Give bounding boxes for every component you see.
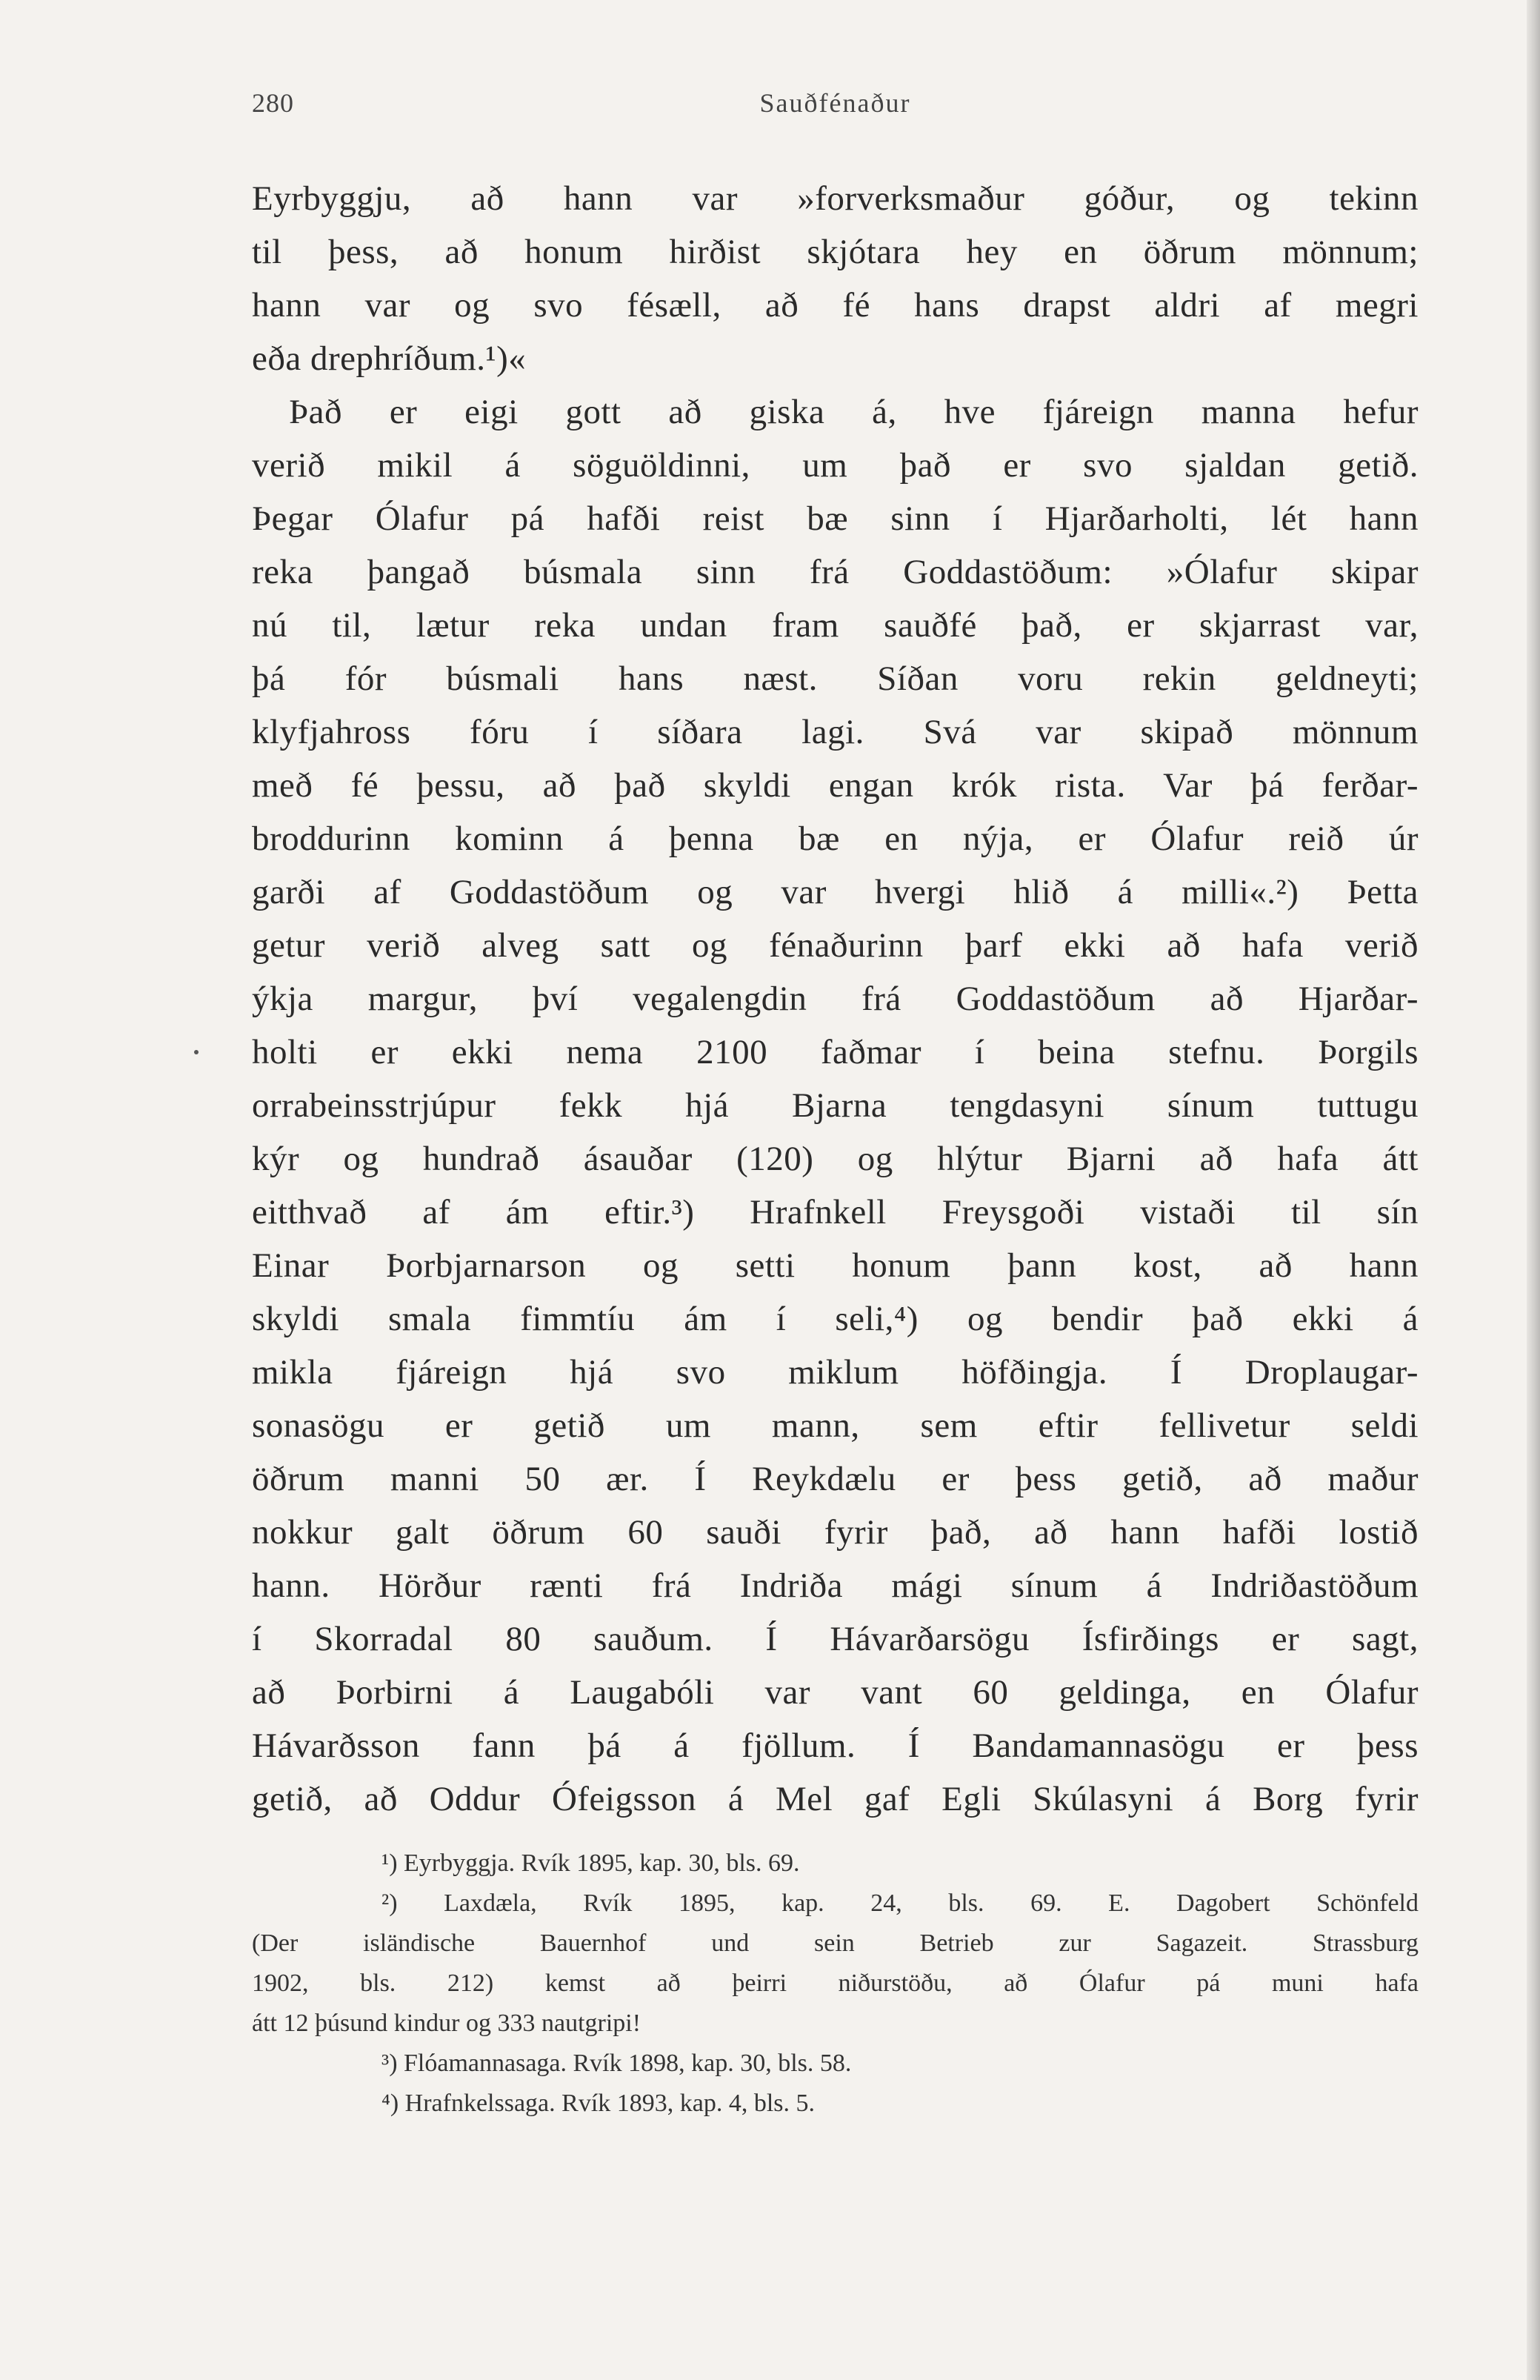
text-line: þá fór búsmali hans næst. Síðan voru rekin geldneyti; <box>252 659 1419 698</box>
text-line: broddurinn kominn á þenna bæ en nýja, er Ólafur reið úr <box>252 820 1419 858</box>
footnote-line: ¹) Eyrbyggja. Rvík 1895, kap. 30, bls. 69. <box>381 1849 800 1877</box>
text-line: getið, að Oddur Ófeigsson á Mel gaf Egli Skúlasyni á Borg fyrir <box>252 1780 1419 1818</box>
text-line: holti er ekki nema 2100 faðmar í beina stefnu. Þorgils <box>252 1033 1419 1071</box>
text-line: skyldi smala fimmtíu ám í seli,⁴) og bendir það ekki á <box>252 1300 1419 1338</box>
text-line: mikla fjáreign hjá svo miklum höfðingja. Í Droplaugar- <box>252 1353 1419 1392</box>
text-line: eða drephríðum.¹)« <box>252 339 527 378</box>
text-line: með fé þessu, að það skyldi engan krók rista. Var þá ferðar- <box>252 766 1419 805</box>
text-line: sonasögu er getið um mann, sem eftir fellivetur seldi <box>252 1406 1419 1445</box>
text-line: Það er eigi gott að giska á, hve fjáreign manna hefur <box>289 393 1419 431</box>
page-number: 280 <box>252 88 294 118</box>
text-line: hann var og svo fésæll, að fé hans drapst aldri af megri <box>252 286 1419 325</box>
footnotes <box>252 1844 1419 2124</box>
text-line: kýr og hundrað ásauðar (120) og hlýtur Bjarni að hafa átt <box>252 1140 1419 1178</box>
text-line: reka þangað búsmala sinn frá Goddastöðum: »Ólafur skipar <box>252 553 1419 591</box>
text-line: Einar Þorbjarnarson og setti honum þann kost, að hann <box>252 1246 1419 1285</box>
text-line: nú til, lætur reka undan fram sauðfé það, er skjarrast var, <box>252 606 1419 645</box>
text-line: til þess, að honum hirðist skjótara hey en öðrum mönnum; <box>252 233 1419 271</box>
footnote-line: 1902, bls. 212) kemst að þeirri niðurstöðu, að Ólafur pá muni hafa <box>252 1970 1419 1997</box>
footnote-line: ⁴) Hrafnkelssaga. Rvík 1893, kap. 4, bls. 5. <box>381 2090 816 2117</box>
text-line: eitthvað af ám eftir.³) Hrafnkell Freysgoði vistaði til sín <box>252 1193 1419 1231</box>
text-line: klyfjahross fóru í síðara lagi. Svá var skipað mönnum <box>252 713 1419 751</box>
text-line: ýkja margur, því vegalengdin frá Goddastöðum að Hjarðar- <box>252 980 1419 1018</box>
text-line: orrabeinsstrjúpur fekk hjá Bjarna tengdasyni sínum tuttugu <box>252 1086 1419 1125</box>
text-line: öðrum manni 50 ær. Í Reykdælu er þess getið, að maður <box>252 1460 1419 1498</box>
footnote-line: ³) Flóamannasaga. Rvík 1898, kap. 30, bls. 58. <box>381 2050 852 2077</box>
footnote-line: (Der isländische Bauernhof und sein Betrieb zur Sagazeit. Strassburg <box>252 1929 1419 1957</box>
text-line: nokkur galt öðrum 60 sauði fyrir það, að hann hafði lostið <box>252 1513 1419 1552</box>
text-line: Þegar Ólafur pá hafði reist bæ sinn í Hjarðarholti, lét hann <box>252 499 1419 538</box>
text-line: garði af Goddastöðum og var hvergi hlið á milli«.²) Þetta <box>252 873 1419 911</box>
footnote-line: ²) Laxdæla, Rvík 1895, kap. 24, bls. 69. E. Dagobert Schönfeld <box>381 1889 1419 1917</box>
text-line: hann. Hörður rænti frá Indriða mági sínum á Indriðastöðum <box>252 1566 1419 1605</box>
footnote-line: átt 12 þúsund kindur og 333 nautgripi! <box>252 2010 641 2037</box>
page-header <box>252 87 1419 132</box>
text-line: Hávarðsson fann þá á fjöllum. Í Bandamannasögu er þess <box>252 1726 1419 1765</box>
page-edge <box>1527 0 1540 2380</box>
text-line: í Skorradal 80 sauðum. Í Hávarðarsögu Ísfirðings er sagt, <box>252 1620 1419 1658</box>
body-text <box>252 172 1419 1826</box>
text-line: verið mikil á söguöldinni, um það er svo sjaldan getið. <box>252 446 1419 485</box>
text-line: Eyrbyggju, að hann var »forverksmaður góður, og tekinn <box>252 179 1419 218</box>
text-line: getur verið alveg satt og fénaðurinn þarf ekki að hafa verið <box>252 926 1419 965</box>
running-title: Sauðfénaður <box>759 88 911 118</box>
text-line: að Þorbirni á Laugabóli var vant 60 geldinga, en Ólafur <box>252 1673 1419 1712</box>
margin-mark <box>194 1050 199 1054</box>
